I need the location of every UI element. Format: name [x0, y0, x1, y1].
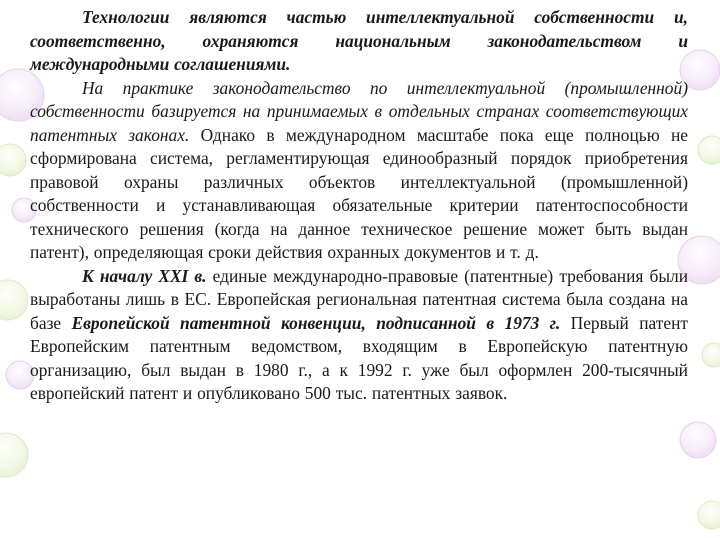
paragraph-1-run-1: Технологии являются частью интеллектуальной собственности и, соответственно, охраняются национальным законодательством и международными соглашениями.	[30, 7, 688, 74]
paragraph-3	[30, 265, 688, 406]
paragraph-2-run-2: Однако в международном масштабе пока еще полноцью не сформирована система, регламентирующая единообразный порядок приобретения правовой охраны различных объектов интеллектуальной (промышленной) собственности и устанавливающая обязательные критерии патентоспособности технического решения (когда на данное техническое решение может быть выдан патент), определяющая сроки действия охранных документов и т. д.	[30, 124, 688, 262]
paragraph-3-run-1: К началу XXI в.	[82, 265, 207, 286]
document-body	[30, 0, 688, 406]
paragraph-2-run-1: На практике законодательство по интеллектуальной (промышленной) собственности базируется на принимаемых в отдельных странах соответствующих патентных законах.	[30, 77, 688, 145]
paragraph-3-run-3: Европейской патентной конвенции, подписанной в 1973 г.	[71, 312, 561, 333]
paragraph-2	[30, 77, 688, 265]
paragraph-1	[30, 0, 688, 77]
paragraph-3-run-4: Первый патент Европейским патентным ведомством, входящим в Европейскую патентную организацию, был выдан в 1980 г., а к 1992 г. уже был оформлен 200-тысячный европейский патент и опубликовано 500 тыс. патентных заявок.	[30, 312, 689, 403]
paragraph-3-run-2: единые международно-правовые (патентные) требования были выработаны лишь в ЕС. Европейская региональная патентная система была создана на базе	[30, 265, 689, 333]
